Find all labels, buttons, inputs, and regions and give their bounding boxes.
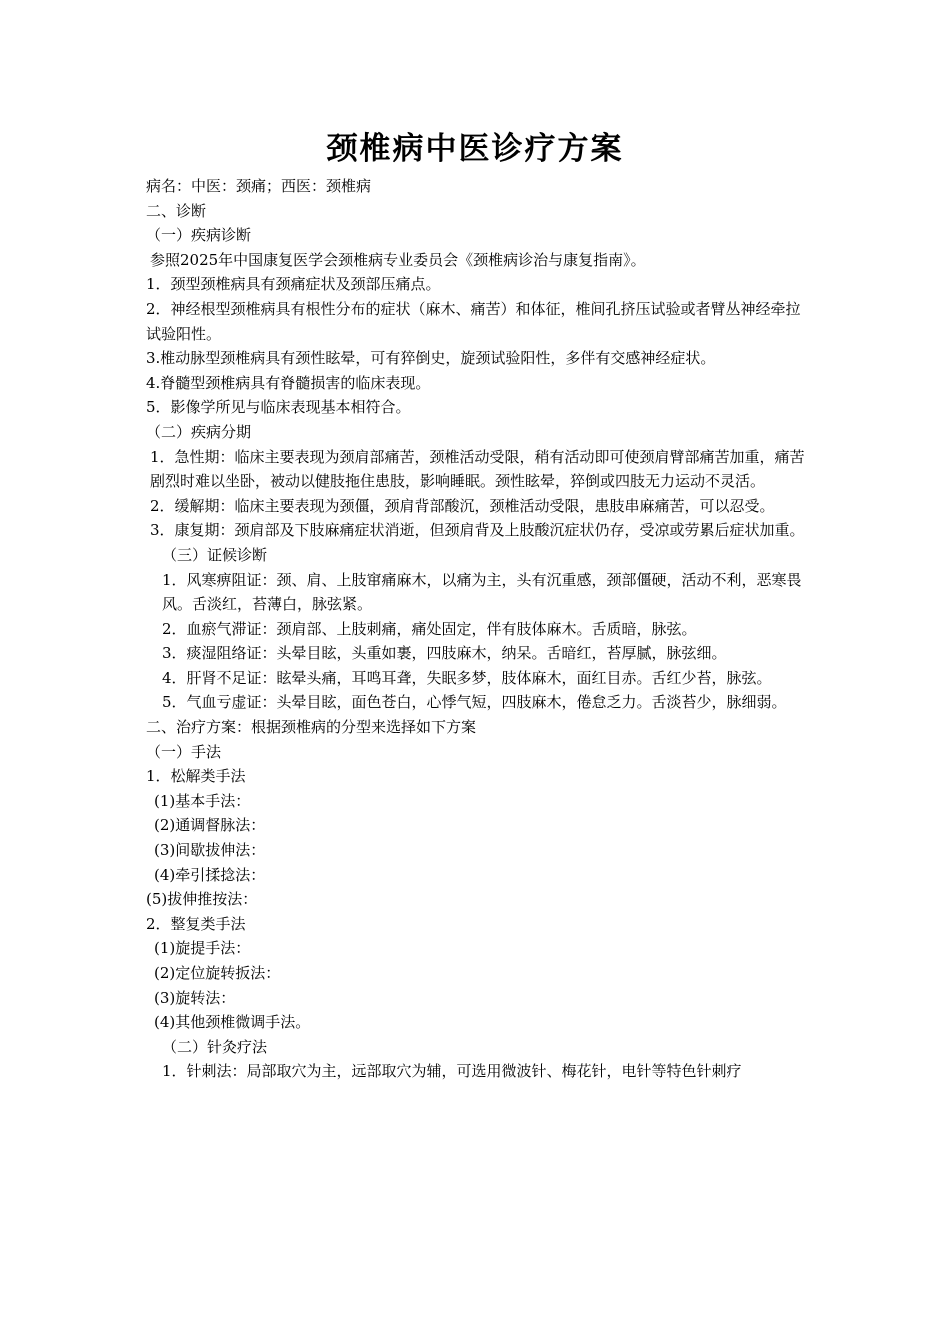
list-item: (4)牵引揉捻法：: [154, 865, 266, 884]
document-title: 颈椎病中医诊疗方案: [326, 131, 624, 167]
heading-diagnosis: 二、诊断: [146, 201, 207, 220]
list-item: 1．颈型颈椎病具有颈痛症状及颈部压痛点。: [146, 275, 441, 294]
list-item: (4)其他颈椎微调手法。: [154, 1013, 311, 1032]
paragraph-reference: 参照2025年中国康复医学会颈椎病专业委员会《颈椎病诊治与康复指南》。: [150, 250, 646, 269]
list-item: 3．康复期：颈肩部及下肢麻痛症状消逝，但颈肩背及上肢酸沉症状仍存，受凉或劳累后症状加重。: [150, 521, 805, 540]
list-item: 4.脊髓型颈椎病具有脊髓损害的临床表现。: [146, 373, 431, 392]
list-item: (3)间歇拔伸法：: [154, 841, 266, 860]
list-item: (2)通调督脉法：: [154, 816, 266, 835]
list-item: 1．风寒痹阻证：颈、肩、上肢窜痛麻木，以痛为主，头有沉重感，颈部僵硬，活动不利，恶寒畏风。舌淡红，苔薄白，脉弦紧。: [162, 570, 802, 614]
heading-treatment-plan: 二、治疗方案：根据颈椎病的分型来选择如下方案: [146, 718, 477, 737]
list-item: 5．气血亏虚证：头晕目眩，面色苍白，心悸气短，四肢麻木，倦怠乏力。舌淡苔少，脉细弱。: [162, 693, 787, 712]
subheading-acupuncture: （二）针灸疗法: [162, 1037, 268, 1056]
list-item: 2．缓解期：临床主要表现为颈僵，颈肩背部酸沉，颈椎活动受限，患肢串麻痛苦，可以忍受。: [150, 496, 775, 515]
subheading-disease-diagnosis: （一）疾病诊断: [146, 226, 252, 245]
list-item: 3．痰湿阻络证：头晕目眩，头重如裹，四肢麻木，纳呆。舌暗红，苔厚腻，脉弦细。: [162, 644, 727, 663]
list-item: 2．整复类手法: [146, 914, 246, 933]
subheading-syndrome-diagnosis: （三）证候诊断: [162, 545, 268, 564]
subheading-disease-stage: （二）疾病分期: [146, 422, 252, 441]
list-item: 3.椎动脉型颈椎病具有颈性眩晕，可有猝倒史，旋颈试验阳性，多伴有交感神经症状。: [146, 349, 716, 368]
list-item: (1)基本手法：: [154, 791, 251, 810]
list-item: 2．神经根型颈椎病具有根性分布的症状（麻木、痛苦）和体征，椎间孔挤压试验或者臂丛神经牵拉试验阳性。: [146, 299, 801, 343]
subheading-manipulation: （一）手法: [146, 742, 222, 761]
list-item: (3)旋转法：: [154, 988, 236, 1007]
list-item: (5)拔伸推按法：: [146, 890, 258, 909]
list-item: 2．血瘀气滞证：颈肩部、上肢刺痛，痛处固定，伴有肢体麻木。舌质暗，脉弦。: [162, 619, 697, 638]
list-item: 4．肝肾不足证：眩晕头痛，耳鸣耳聋，失眠多梦，肢体麻木，面红目赤。舌红少苔，脉弦。: [162, 668, 772, 687]
list-item: 1．松解类手法: [146, 767, 246, 786]
list-item: 1．急性期：临床主要表现为颈肩部痛苦，颈椎活动受限，稍有活动即可使颈肩臂部痛苦加重，痛苦剧烈时难以坐卧，被动以健肢拖住患肢，影响睡眠。颈性眩晕，猝倒或四肢无力运动不灵活。: [150, 447, 805, 491]
list-item: (1)旋提手法：: [154, 939, 251, 958]
document-body: [146, 174, 814, 1084]
list-item: 5．影像学所见与临床表现基本相符合。: [146, 398, 411, 417]
list-item: 1．针刺法：局部取穴为主，远部取穴为辅，可选用微波针、梅花针，电针等特色针刺疗: [162, 1062, 742, 1081]
list-item: (2)定位旋转扳法：: [154, 964, 281, 982]
paragraph-disease-name: 病名：中医：颈痛；西医：颈椎病: [146, 177, 372, 195]
